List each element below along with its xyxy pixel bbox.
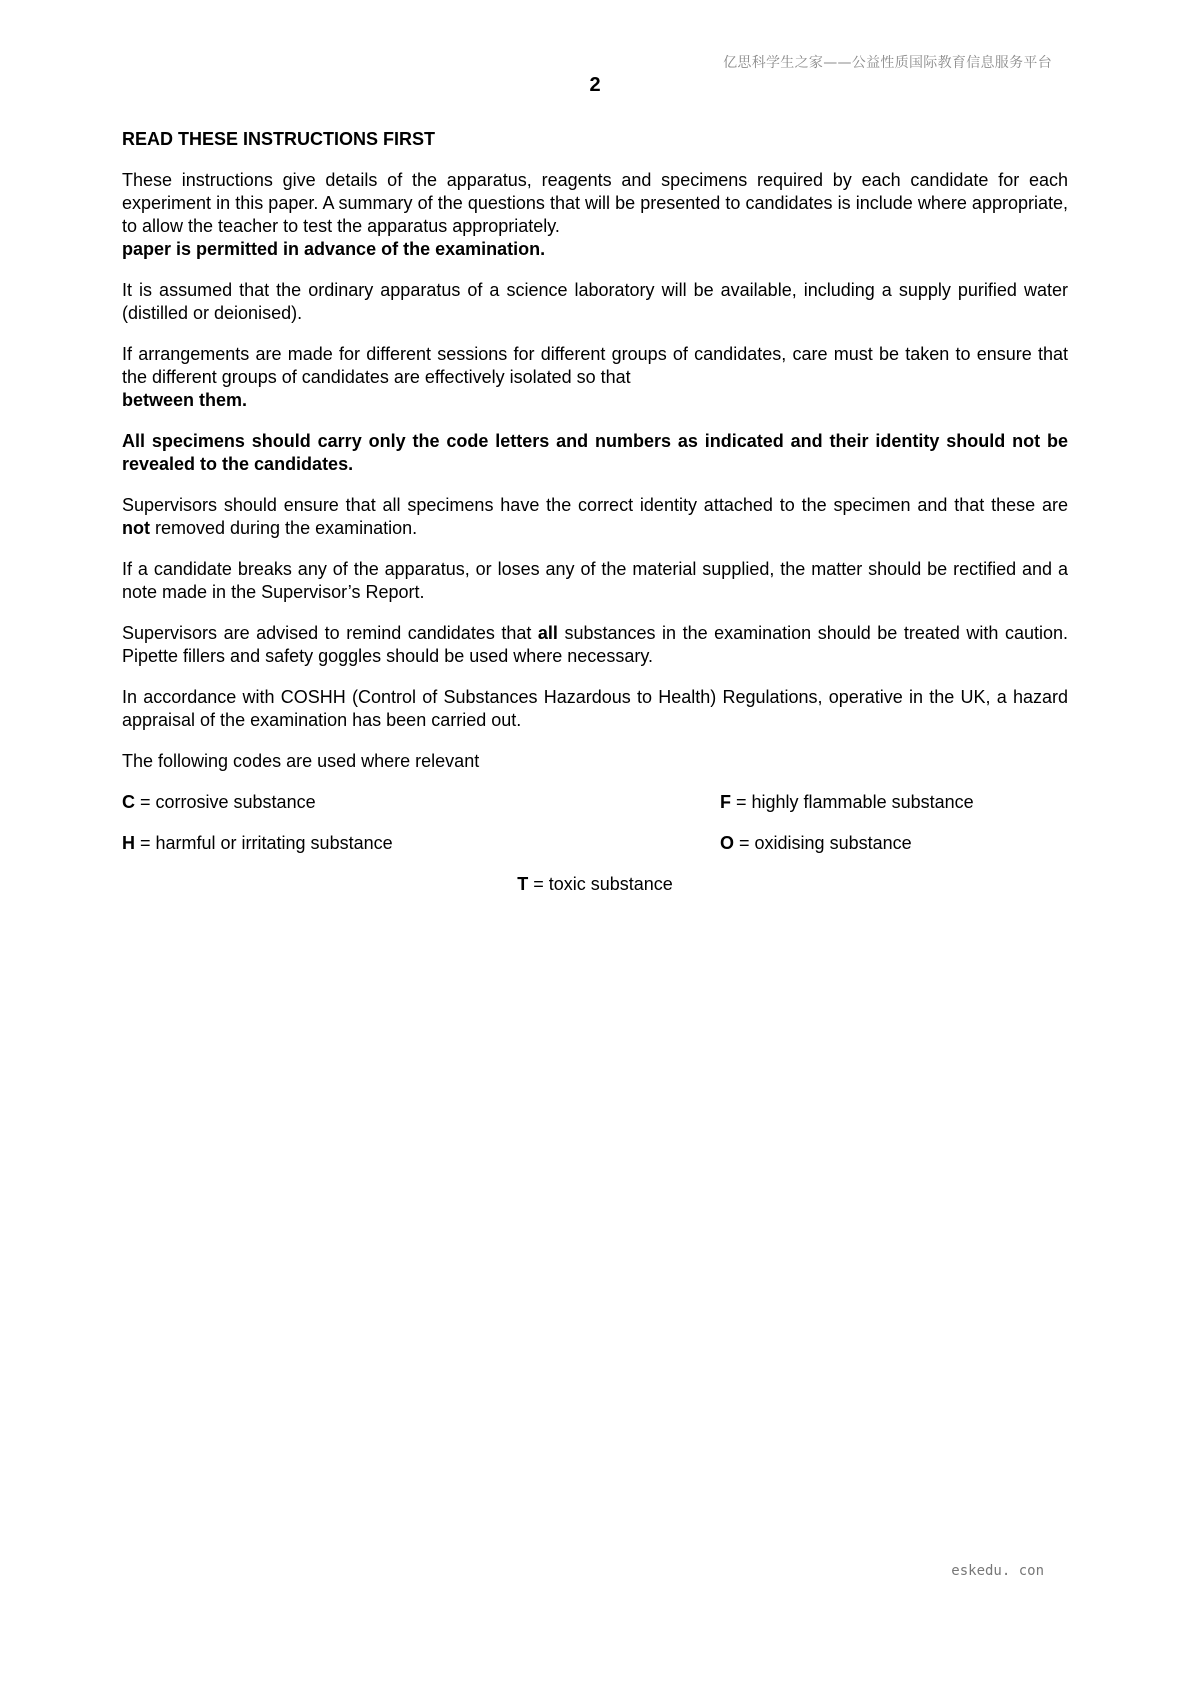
hazard-code-description: = harmful or irritating substance	[135, 833, 393, 853]
paragraph-text: Supervisors should ensure that all specimens have the correct identity attached to the specimen and that these are	[122, 495, 1068, 515]
paragraph-broken-apparatus	[122, 558, 1068, 604]
paragraph-apparatus-summary	[122, 169, 1068, 261]
paragraph-sessions	[122, 343, 1068, 412]
hazard-codes-row-2	[122, 832, 1068, 855]
hazard-code-toxic	[122, 873, 1068, 896]
hazard-code-description: = oxidising substance	[734, 833, 912, 853]
paragraph-specimen-codes	[122, 430, 1068, 476]
paragraph-text: Supervisors are advised to remind candidates that	[122, 623, 538, 643]
paragraph-text: If arrangements are made for different sessions for different groups of candidates, care must be taken to ensure that the different groups of candidates are effectively isolated so that	[122, 344, 1068, 387]
hazard-code-letter: H	[122, 833, 135, 853]
paragraph-bold-note: paper is permitted in advance of the examination.	[122, 239, 546, 259]
hazard-code-oxidising	[720, 832, 912, 855]
hazard-code-letter: T	[517, 874, 529, 894]
paragraph-ordinary-apparatus	[122, 279, 1068, 325]
hazard-code-flammable	[720, 791, 974, 814]
hazard-code-description: = toxic substance	[528, 874, 673, 894]
hazard-code-letter: F	[720, 792, 731, 812]
paragraph-safety	[122, 622, 1068, 668]
footer-site-text: eskedu. con	[951, 1563, 1044, 1579]
watermark-text: 亿思科学生之家——公益性质国际教育信息服务平台	[723, 55, 1052, 71]
paragraph-text: The following codes are used where relevant	[122, 751, 480, 771]
instructions-body	[122, 128, 1068, 896]
paragraph-text: substances in the examination should be treated with caution. Pipette fillers and safety goggles should be used where necessary.	[122, 623, 1068, 666]
paragraph-emphasis: not	[122, 518, 150, 538]
paragraph-bold-note: between them.	[122, 390, 248, 410]
paragraph-coshh	[122, 686, 1068, 732]
hazard-code-description: = corrosive substance	[135, 792, 316, 812]
instructions-heading: READ THESE INSTRUCTIONS FIRST	[122, 129, 436, 149]
hazard-code-letter: C	[122, 792, 135, 812]
paragraph-text: All specimens should carry only the code letters and numbers as indicated and their identity should not be revealed to the candidates.	[122, 431, 1068, 474]
paragraph-text: In accordance with COSHH (Control of Substances Hazardous to Health) Regulations, operative in the UK, a hazard appraisal of the examination has been carried out.	[122, 687, 1068, 730]
page-number: 2	[589, 74, 601, 96]
paragraph-text: It is assumed that the ordinary apparatus of a science laboratory will be available, including a supply purified water (distilled or deionised).	[122, 280, 1068, 323]
hazard-code-letter: O	[720, 833, 735, 853]
paragraph-text: These instructions give details of the apparatus, reagents and specimens required by each candidate for each experiment in this paper. A summary of the questions that will be presented to candidates is include where appropriate, to allow the teacher to test the apparatus appropriately.	[122, 170, 1068, 236]
hazard-codes-row-1	[122, 791, 1068, 814]
paragraph-specimen-identity	[122, 494, 1068, 540]
hazard-code-corrosive	[122, 791, 316, 814]
paragraph-text: removed during the examination.	[149, 518, 418, 538]
paragraph-text: If a candidate breaks any of the apparatus, or loses any of the material supplied, the matter should be rectified and a note made in the Supervisor’s Report.	[122, 559, 1068, 602]
paragraph-codes-intro	[122, 750, 1068, 773]
hazard-code-harmful	[122, 832, 393, 855]
paragraph-emphasis: all	[537, 623, 558, 643]
hazard-code-description: = highly flammable substance	[731, 792, 974, 812]
